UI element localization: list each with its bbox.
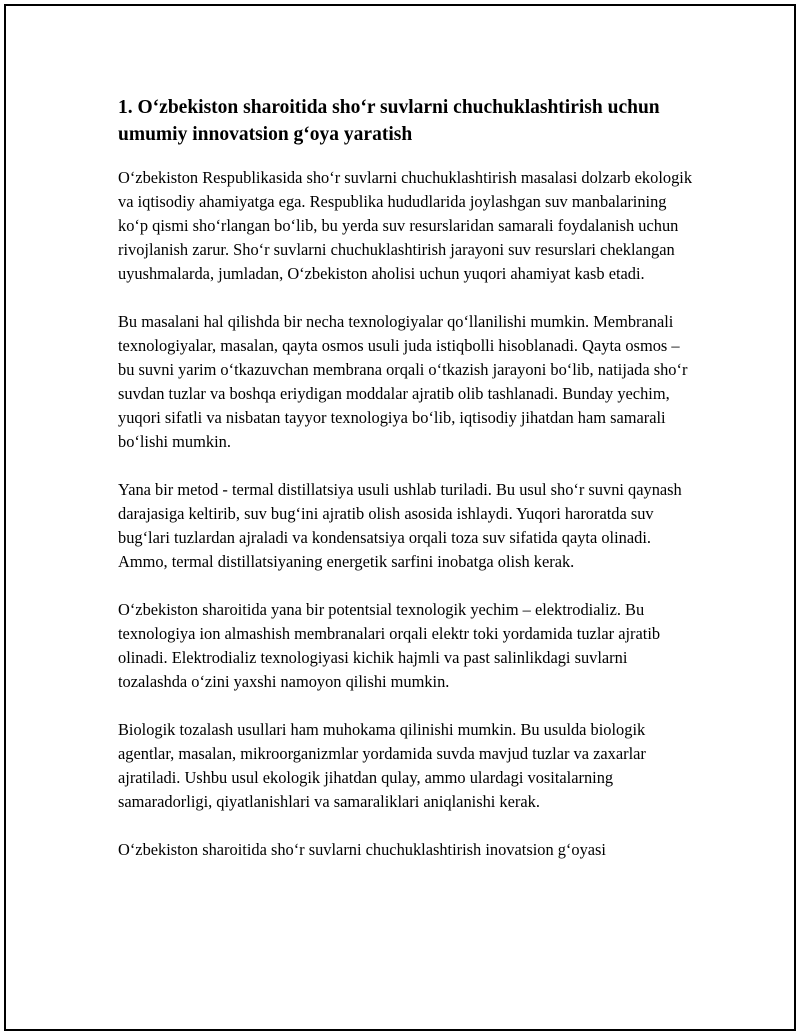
section-heading: 1. O‘zbekiston sharoitida sho‘r suvlarni chuchuklashtirish uchun umumiy innovatsion g‘oya yaratish <box>118 97 660 145</box>
paragraph-biological: Biologik tozalash usullari ham muhokama qilinishi mumkin. Bu usulda biologik agentlar, masalan, mikroorganizmlar yordamida suvda mavjud tuzlar va zaxarlar ajratiladi. Ushbu usul ekologik jihatdan qulay, ammo ulardagi vositalarning samaradorligi, qiyatlanishlari va samaraliklari aniqlanishi kerak. <box>118 720 646 811</box>
paragraph-thermal-distillation: Yana bir metod - termal distillatsiya usuli ushlab turiladi. Bu usul sho‘r suvni qaynash darajasiga keltirib, suv bug‘ini ajratib olish asosida ishlaydi. Yuqori haroratda suv bug‘lari tuzlardan ajraladi va kondensatsiya orqali toza suv sifatida qayta olinadi. Ammo, termal distillatsiyaning energetik sarfini inobatga olish kerak. <box>118 480 682 571</box>
paragraph-reverse-osmosis: Bu masalani hal qilishda bir necha texnologiyalar qo‘llanilishi mumkin. Membranali texnologiyalar, masalan, qayta osmos usuli juda istiqbolli hisoblanadi. Qayta osmos – bu suvni yarim o‘tkazuvchan membrana orqali o‘tkazish jarayoni bo‘lib, natijada sho‘r suvdan tuzlar va boshqa eriydigan moddalar ajratib olib tashlanadi. Bunday yechim, yuqori sifatli va nisbatan tayyor texnologiya bo‘lib, iqtisodiy jihatdan ham samarali bo‘lishi mumkin. <box>118 312 688 451</box>
paragraph-conclusion: O‘zbekiston sharoitida sho‘r suvlarni chuchuklashtirish inovatsion g‘oyasi <box>118 840 606 859</box>
paragraph-intro: O‘zbekiston Respublikasida sho‘r suvlarni chuchuklashtirish masalasi dolzarb ekologik va iqtisodiy ahamiyatga ega. Respublika hududlarida joylashgan suv manbalarining ko‘p qismi sho‘rlangan bo‘lib, bu yerda suv resurslaridan samarali foydalanish uchun rivojlanish zarur. Sho‘r suvlarni chuchuklashtirish jarayoni suv resurslari cheklangan uyushmalarda, jumladan, O‘zbekiston aholisi uchun yuqori ahamiyat kasb etadi. <box>118 168 693 283</box>
paragraph-electrodialysis: O‘zbekiston sharoitida yana bir potentsial texnologik yechim – elektrodializ. Bu texnologiya ion almashish membranalari orqali elektr toki yordamida tuzlar ajratib olinadi. Elektrodializ texnologiyasi kichik hajmli va past salinlikdagi suvlarni tozalashda o‘zini yaxshi namoyon qilishi mumkin. <box>118 600 661 691</box>
document-body <box>118 94 698 886</box>
